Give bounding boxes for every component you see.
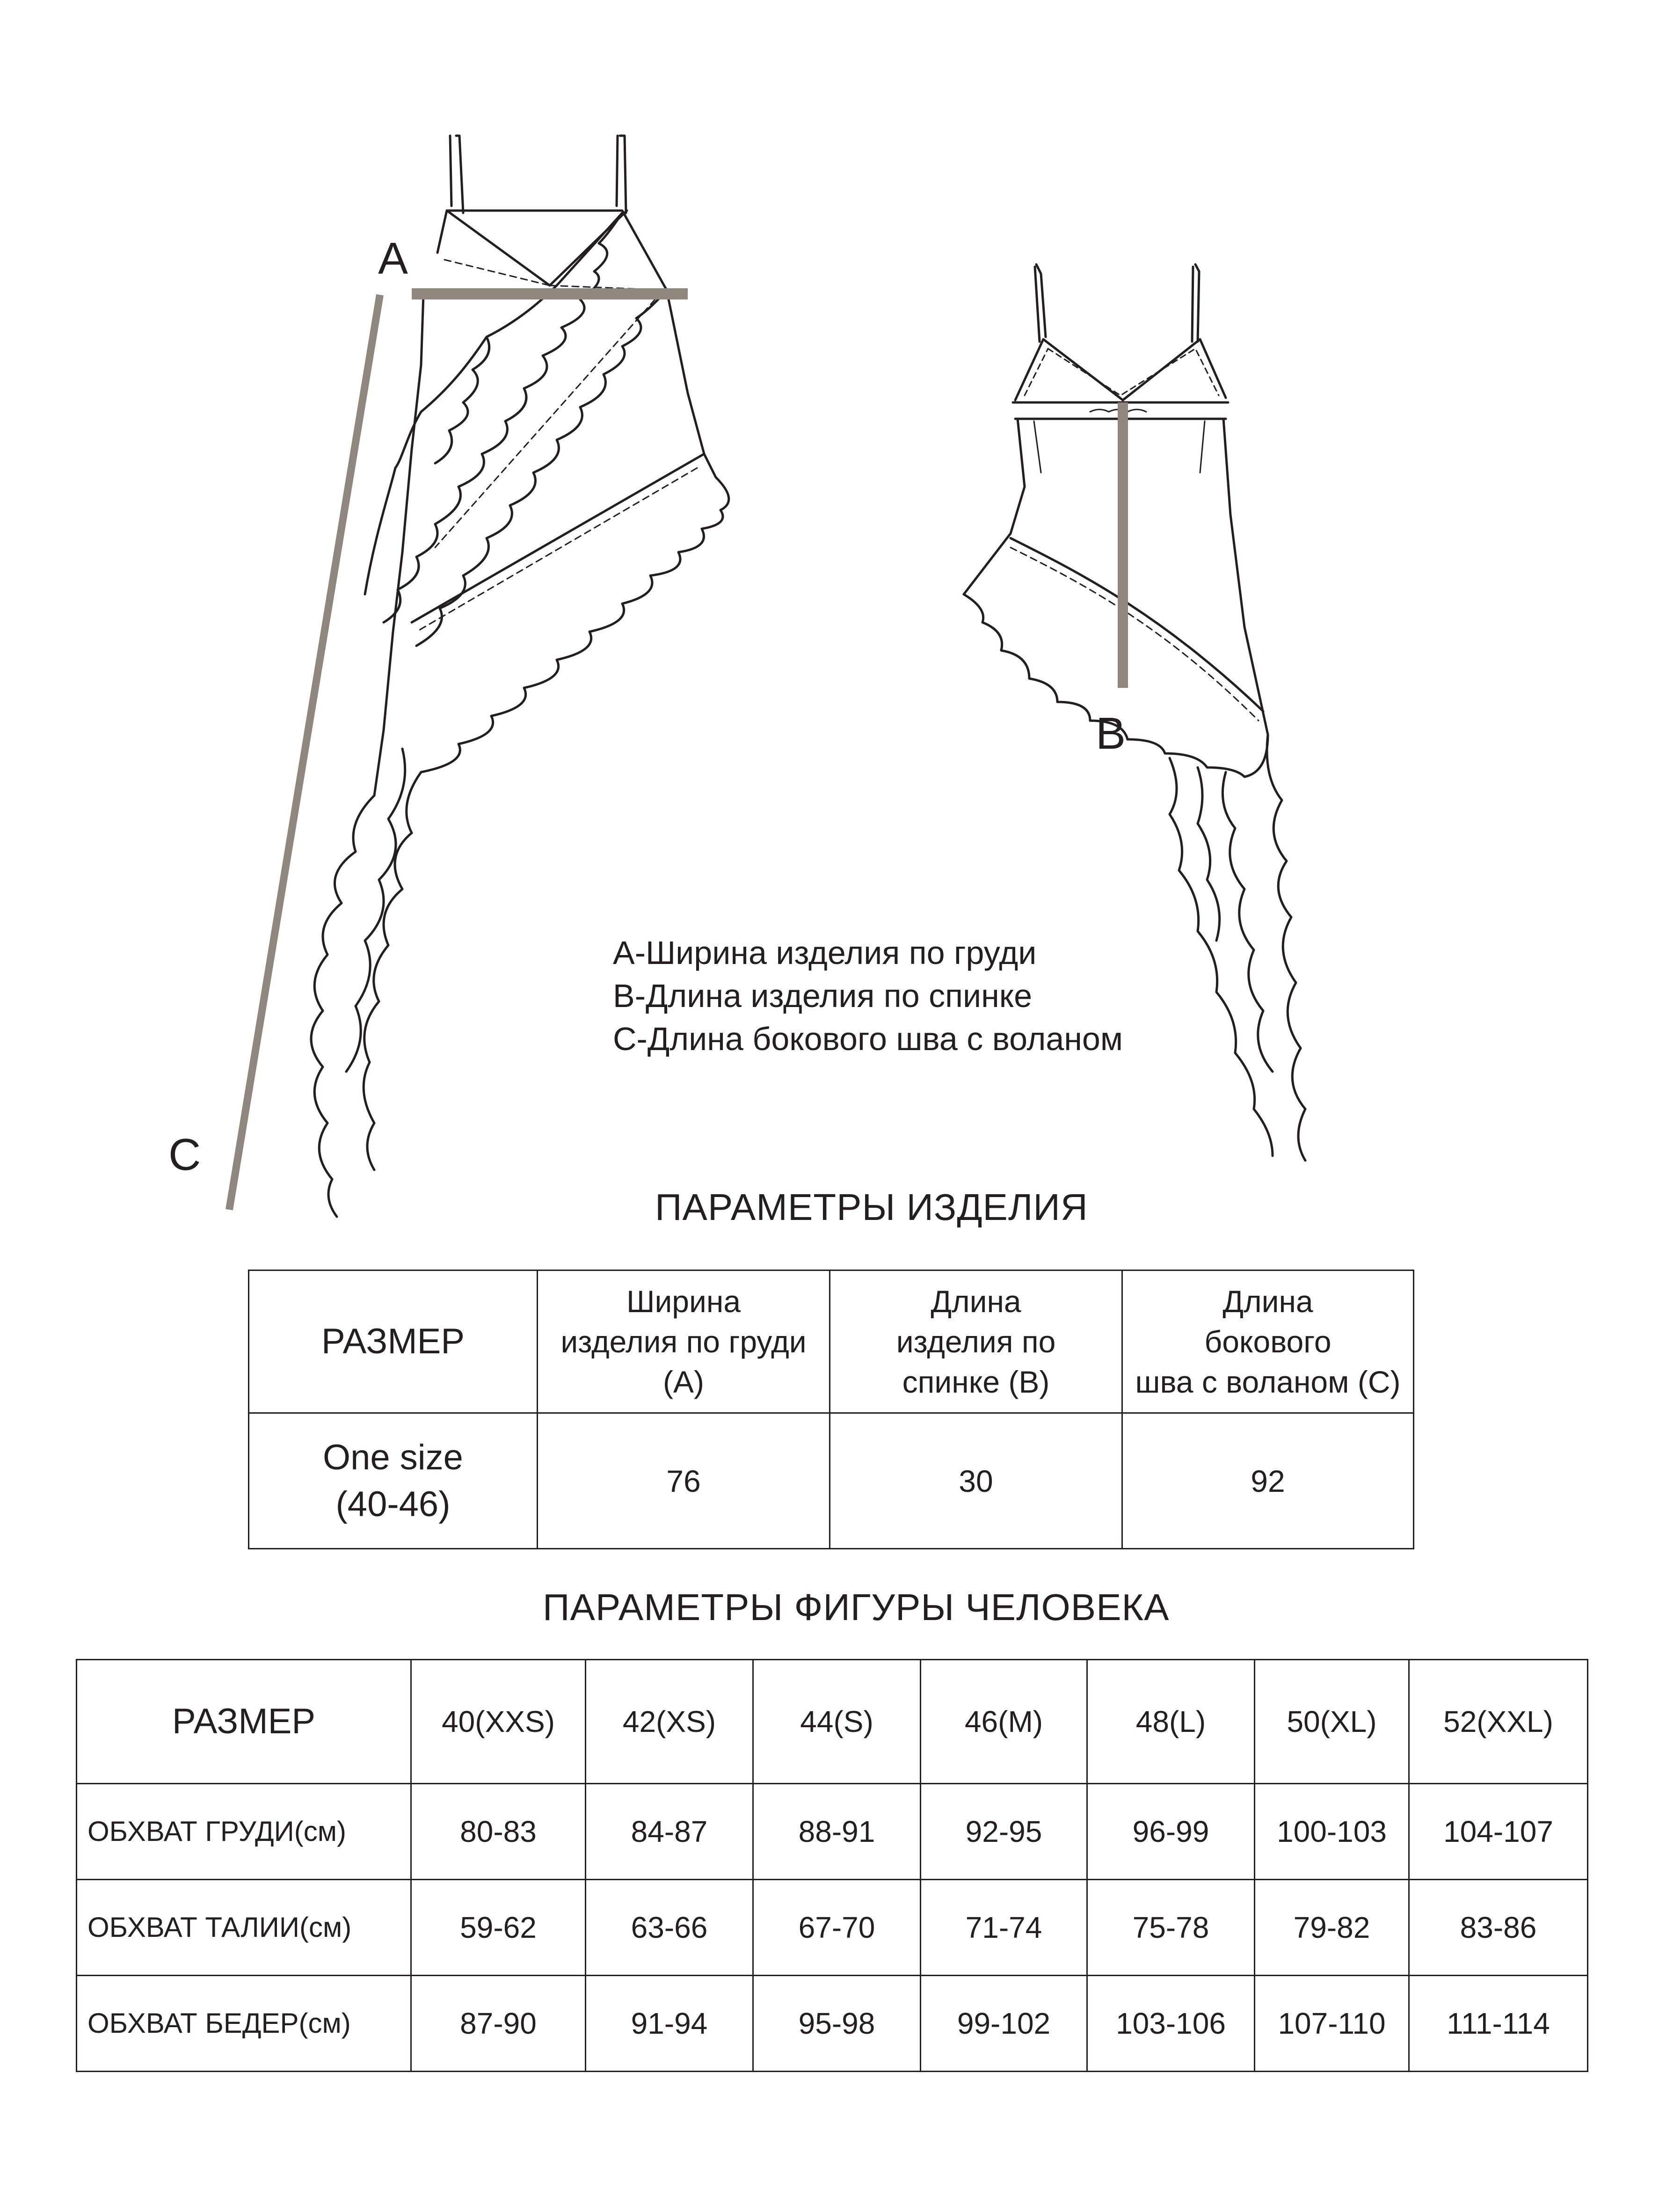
figure-params-title: ПАРАМЕТРЫ ФИГУРЫ ЧЕЛОВЕКА: [543, 1586, 1170, 1628]
measurement-legend: [613, 931, 1123, 1060]
figure-header-row: [77, 1660, 1588, 1784]
figure-cell: 67-70: [753, 1880, 921, 1976]
figure-row-label: ОБХВАТ ГРУДИ(см): [77, 1784, 411, 1880]
figure-cell: 103-106: [1087, 1976, 1255, 2072]
product-header-size: РАЗМЕР: [249, 1270, 538, 1413]
figure-size-50: 50(XL): [1255, 1660, 1409, 1784]
product-params-table: [248, 1270, 1414, 1549]
measure-label-c: C: [168, 1130, 201, 1180]
figure-cell: 96-99: [1087, 1784, 1255, 1880]
product-header-chest: Ширина изделия по груди (А): [538, 1270, 830, 1413]
product-header-row: [249, 1270, 1414, 1413]
figure-header-size: РАЗМЕР: [77, 1660, 411, 1784]
figure-row-chest: [77, 1784, 1588, 1880]
figure-size-46: 46(M): [921, 1660, 1087, 1784]
figure-size-52: 52(XXL): [1409, 1660, 1588, 1784]
figure-row-hips: [77, 1976, 1588, 2072]
figure-cell: 59-62: [411, 1880, 586, 1976]
figure-size-42: 42(XS): [586, 1660, 753, 1784]
product-header-back-length: Длина изделия по спинке (В): [830, 1270, 1122, 1413]
product-params-title: ПАРАМЕТРЫ ИЗДЕЛИЯ: [655, 1186, 1088, 1228]
figure-cell: 111-114: [1409, 1976, 1588, 2072]
figure-size-44: 44(S): [753, 1660, 921, 1784]
figure-params-table: [76, 1659, 1588, 2072]
figure-row-label: ОБХВАТ БЕДЕР(см): [77, 1976, 411, 2072]
figure-cell: 99-102: [921, 1976, 1087, 2072]
product-value-row: [249, 1413, 1414, 1549]
figure-cell: 88-91: [753, 1784, 921, 1880]
product-header-side-seam: Длина бокового шва с воланом (С): [1122, 1270, 1414, 1413]
figure-cell: 83-86: [1409, 1880, 1588, 1976]
figure-cell: 63-66: [586, 1880, 753, 1976]
figure-cell: 71-74: [921, 1880, 1087, 1976]
figure-size-40: 40(XXS): [411, 1660, 586, 1784]
figure-cell: 100-103: [1255, 1784, 1409, 1880]
figure-cell: 95-98: [753, 1976, 921, 2072]
figure-cell: 104-107: [1409, 1784, 1588, 1880]
figure-cell: 84-87: [586, 1784, 753, 1880]
figure-row-label: ОБХВАТ ТАЛИИ(см): [77, 1880, 411, 1976]
figure-cell: 92-95: [921, 1784, 1087, 1880]
legend-item-a: A-Ширина изделия по груди: [613, 934, 1037, 971]
product-size-cell: One size (40-46): [249, 1413, 538, 1549]
figure-cell: 75-78: [1087, 1880, 1255, 1976]
figure-cell: 87-90: [411, 1976, 586, 2072]
product-value-back-length: 30: [830, 1413, 1122, 1549]
legend-item-c: C-Длина бокового шва с воланом: [613, 1021, 1123, 1057]
figure-cell: 79-82: [1255, 1880, 1409, 1976]
measure-line-c: [229, 295, 380, 1210]
product-value-side-seam: 92: [1122, 1413, 1414, 1549]
legend-item-b: B-Длина изделия по спинке: [613, 978, 1033, 1014]
figure-cell: 91-94: [586, 1976, 753, 2072]
figure-cell: 80-83: [411, 1784, 586, 1880]
product-value-chest: 76: [538, 1413, 830, 1549]
figure-row-waist: [77, 1880, 1588, 1976]
figure-cell: 107-110: [1255, 1976, 1409, 2072]
measure-label-b: B: [1096, 708, 1126, 759]
figure-size-48: 48(L): [1087, 1660, 1255, 1784]
measure-label-a: A: [378, 234, 408, 284]
